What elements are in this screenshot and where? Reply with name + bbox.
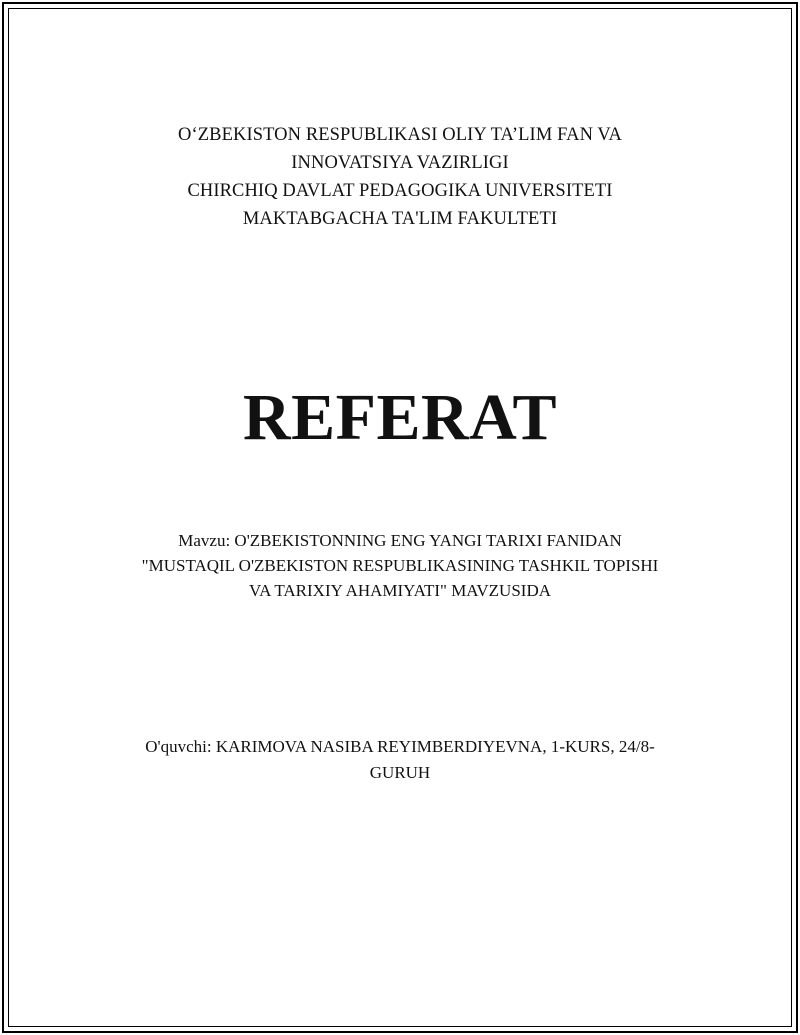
header-line-ministry-cont: INNOVATSIYA VAZIRLIGI — [291, 153, 509, 173]
student-line-2: GURUH — [369, 763, 431, 782]
topic-line-1: Mavzu: O'ZBEKISTONNING ENG YANGI TARIXI FANIDAN — [178, 531, 622, 550]
topic-block — [80, 528, 720, 603]
header-line-university: CHIRCHIQ DAVLAT PEDAGOGIKA UNIVERSITETI — [187, 181, 613, 201]
institution-header — [80, 121, 720, 233]
student-line-1: O'quvchi: KARIMOVA NASIBA REYIMBERDIYEVNA, 1-KURS, 24/8- — [145, 737, 655, 756]
student-info — [100, 734, 700, 786]
header-line-ministry: O‘ZBEKISTON RESPUBLIKASI OLIY TA’LIM FAN VA — [178, 125, 622, 145]
topic-line-2: "MUSTAQIL O'ZBEKISTON RESPUBLIKASINING TASHKIL TOPISHI — [141, 556, 659, 575]
header-line-faculty: MAKTABGACHA TA'LIM FAKULTETI — [242, 209, 558, 229]
document-title: REFERAT — [243, 381, 557, 454]
topic-line-3: VA TARIXIY AHAMIYATI" MAVZUSIDA — [249, 581, 551, 600]
